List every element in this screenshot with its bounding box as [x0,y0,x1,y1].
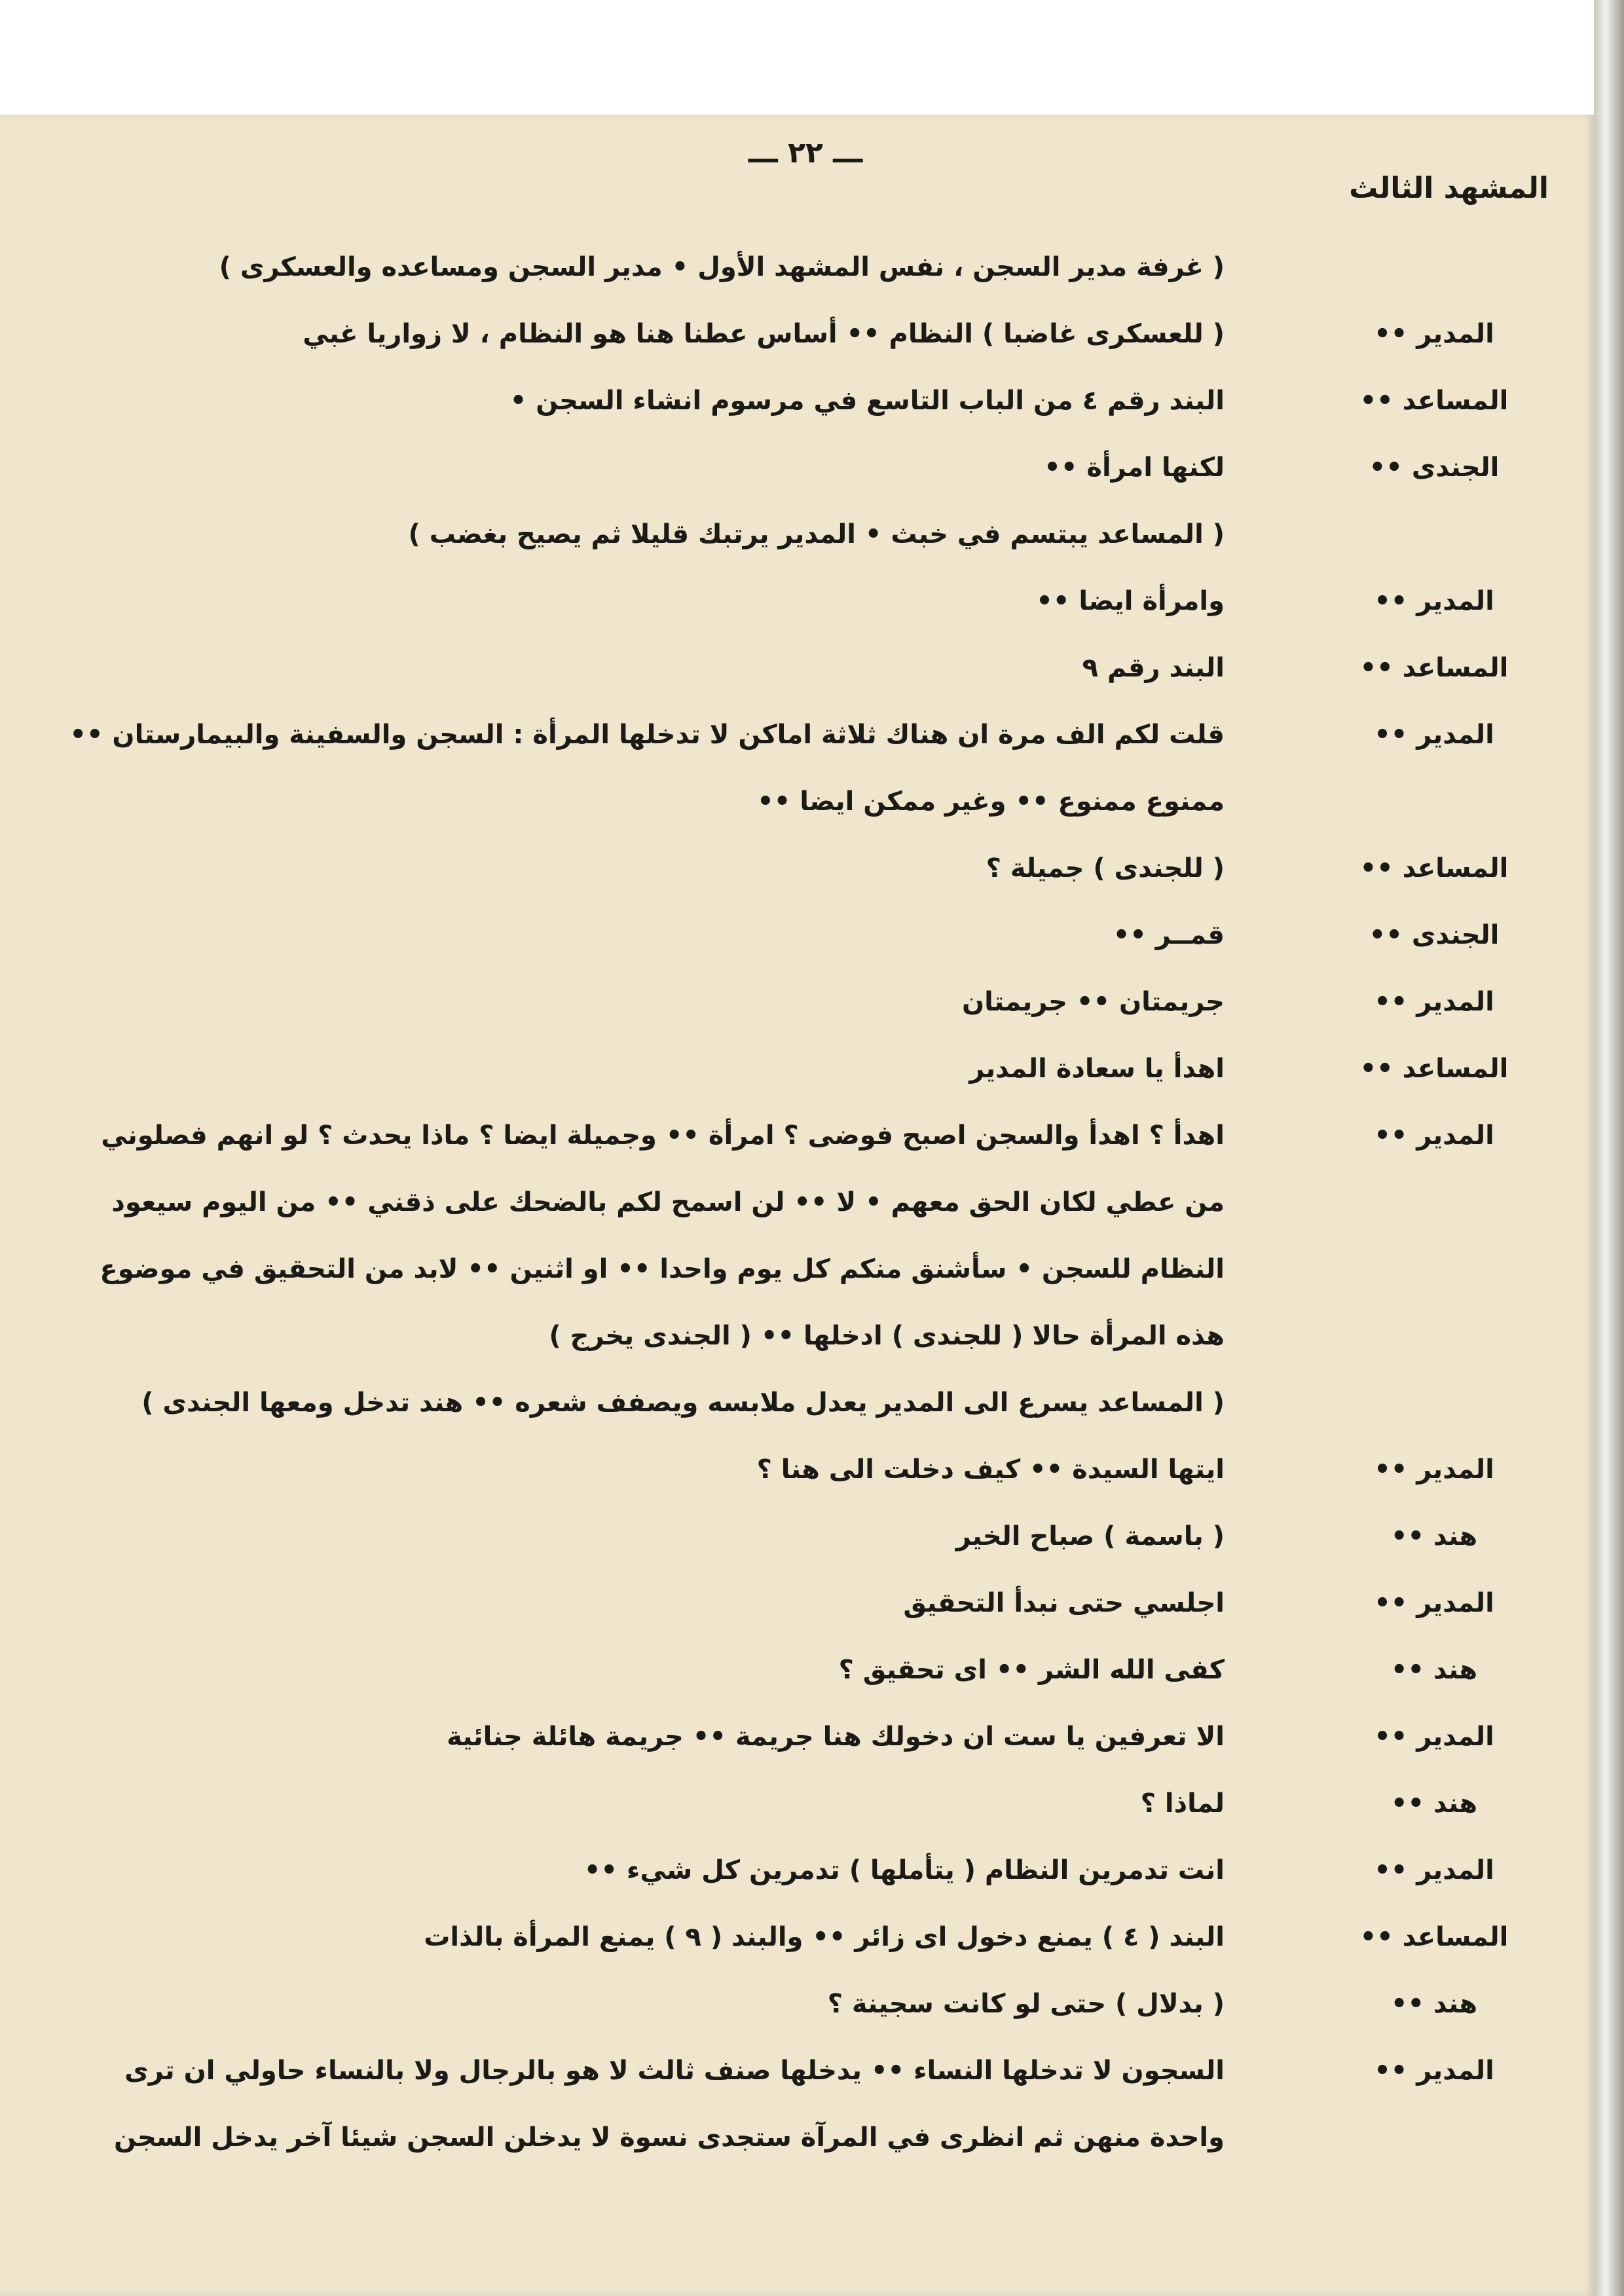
dialogue-text: البند رقم ٩ [1082,653,1225,683]
speaker-name: هند •• [1390,1788,1478,1819]
script-line [52,1922,1532,1989]
dialogue-text: ( بدلال ) حتى لو كانت سجينة ؟ [827,1989,1225,2019]
dialogue-text: اهدأ ؟ اهدأ والسجن اصبح فوضى ؟ امرأة •• وجميلة ايضا ؟ ماذا يحدث ؟ لو انهم فصلوني [101,1120,1225,1151]
script-line [52,1521,1532,1588]
script-line [52,1788,1532,1855]
book-edge [1594,0,1624,2296]
script-line [52,720,1532,787]
dialogue-text: من عطي لكان الحق معهم • لا •• لن اسمح لكم بالضحك على ذقني •• من اليوم سيعود [111,1187,1225,1217]
speaker-name: المدير •• [1374,2056,1494,2086]
dialogue-text: النظام للسجن • سأشنق منكم كل يوم واحدا •• او اثنين •• لابد من التحقيق في موضوع [100,1254,1225,1284]
script-line [52,920,1532,987]
speaker-name: المدير •• [1374,1454,1494,1485]
script-line [52,319,1532,386]
dialogue-text: قمــر •• [1113,920,1225,950]
speaker-name: هند •• [1390,1989,1478,2019]
script-line [52,2122,1532,2189]
speaker-name: المساعد •• [1359,853,1509,883]
script-line [52,1187,1532,1254]
script-line [52,1454,1532,1521]
script-line [52,252,1532,319]
stage-direction: ( المساعد يسرع الى المدير يعدل ملابسه ويصفف شعره •• هند تدخل ومعها الجندى ) [141,1388,1225,1418]
script-line [52,987,1532,1054]
dialogue-text: كفى الله الشر •• اى تحقيق ؟ [838,1655,1225,1685]
scanner-margin [0,0,1598,115]
script-line [52,853,1532,920]
dialogue-text: لكنها امرأة •• [1044,453,1225,483]
dialogue-text: جريمتان •• جريمتان [961,987,1225,1017]
script-line [52,1120,1532,1187]
speaker-name: المدير •• [1374,586,1494,616]
speaker-name: الجندى •• [1369,920,1500,950]
dialogue-text: البند ( ٤ ) يمنع دخول اى زائر •• والبند ( ٩ ) يمنع المرأة بالذات [424,1922,1225,1952]
page-number: ـــ ٢٢ ـــ [748,136,863,170]
script-line [52,1321,1532,1388]
speaker-name: هند •• [1390,1521,1478,1551]
scene-heading: المشهد الثالث [1349,172,1549,205]
script-line [52,787,1532,853]
speaker-name: المدير •• [1374,1588,1494,1618]
speaker-name: الجندى •• [1369,453,1500,483]
dialogue-text: وامرأة ايضا •• [1036,586,1225,616]
speaker-name: المساعد •• [1359,386,1509,416]
dialogue-text: السجون لا تدخلها النساء •• يدخلها صنف ثالث لا هو بالرجال ولا بالنساء حاولي ان ترى [124,2056,1225,2086]
speaker-name: المدير •• [1374,1855,1494,1885]
dialogue-text: هذه المرأة حالا ( للجندى ) ادخلها •• ( الجندى يخرج ) [549,1321,1225,1351]
speaker-name: المساعد •• [1359,1054,1509,1084]
stage-direction: ( المساعد يبتسم في خبث • المدير يرتبك قليلا ثم يصيح بغضب ) [408,519,1225,549]
dialogue-text: البند رقم ٤ من الباب التاسع في مرسوم انشاء السجن • [509,386,1225,416]
dialogue-text: لماذا ؟ [1140,1788,1225,1819]
dialogue-text: انت تدمرين النظام ( يتأملها ) تدمرين كل شيء •• [583,1855,1225,1885]
script-line [52,519,1532,586]
speaker-name: المدير •• [1374,1722,1494,1752]
speaker-name: المدير •• [1374,720,1494,750]
speaker-name: المدير •• [1374,987,1494,1017]
dialogue-text: ممنوع ممنوع •• وغير ممكن ايضا •• [757,787,1225,817]
dialogue-text: ( باسمة ) صباح الخير [955,1521,1225,1551]
script-line [52,586,1532,653]
script-line [52,1722,1532,1788]
script-body [52,252,1532,2189]
script-line [52,1054,1532,1120]
script-line [52,386,1532,453]
dialogue-text: واحدة منهن ثم انظرى في المرآة ستجدى نسوة لا يدخلن السجن شيئا آخر يدخل السجن [114,2122,1225,2153]
script-line [52,1254,1532,1321]
dialogue-text: ( للجندى ) جميلة ؟ [986,853,1225,883]
script-line [52,1388,1532,1454]
script-line [52,1989,1532,2056]
dialogue-text: ( للعسكرى غاضبا ) النظام •• أساس عطنا هنا هو النظام ، لا زواريا غبي [303,319,1225,349]
dialogue-text: الا تعرفين يا ست ان دخولك هنا جريمة •• جريمة هائلة جنائية [447,1722,1225,1752]
script-line [52,1655,1532,1722]
dialogue-text: اهدأ يا سعادة المدير [969,1054,1225,1084]
dialogue-text: اجلسي حتى نبدأ التحقيق [903,1588,1225,1618]
dialogue-text: قلت لكم الف مرة ان هناك ثلاثة اماكن لا تدخلها المرأة : السجن والسفينة والبيمارستان •• [69,720,1225,750]
script-line [52,453,1532,519]
script-line [52,1588,1532,1655]
script-line [52,653,1532,720]
speaker-name: المساعد •• [1359,653,1509,683]
speaker-name: المدير •• [1374,319,1494,349]
stage-direction: ( غرفة مدير السجن ، نفس المشهد الأول • مدير السجن ومساعده والعسكرى ) [219,252,1225,282]
dialogue-text: ايتها السيدة •• كيف دخلت الى هنا ؟ [756,1454,1225,1485]
speaker-name: المدير •• [1374,1120,1494,1151]
script-line [52,2056,1532,2122]
script-line [52,1855,1532,1922]
speaker-name: المساعد •• [1359,1922,1509,1952]
speaker-name: هند •• [1390,1655,1478,1685]
